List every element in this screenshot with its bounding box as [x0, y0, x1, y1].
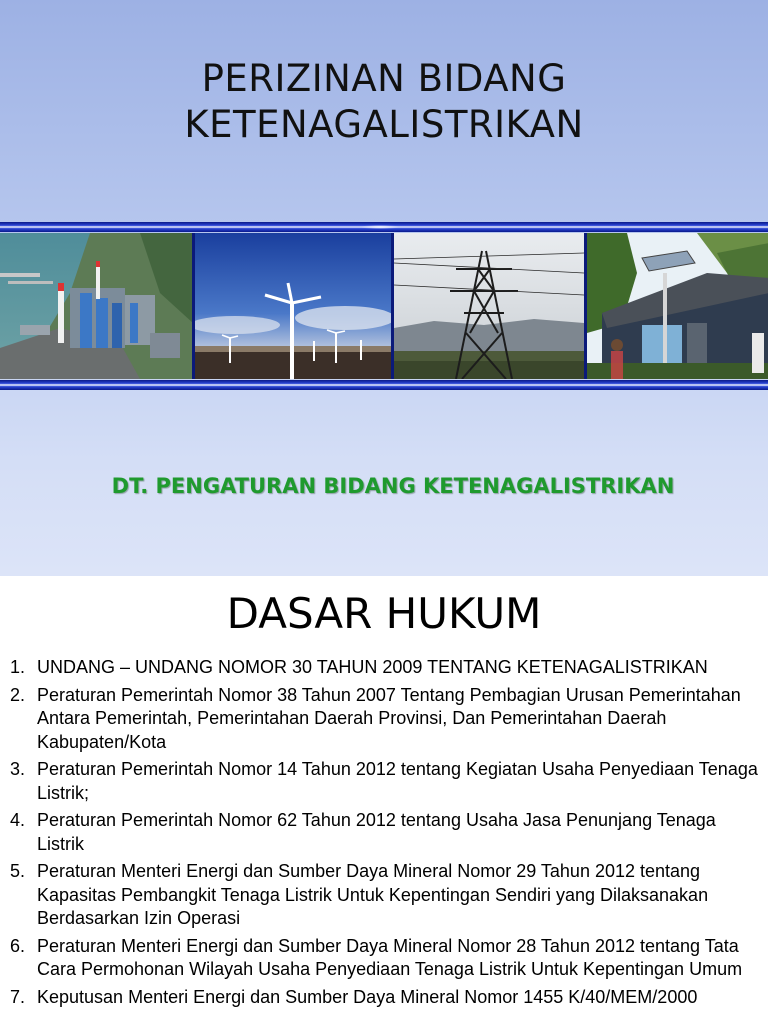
- list-item: [10, 758, 762, 805]
- list-item-text: Keputusan Menteri Energi dan Sumber Daya Mineral Nomor 1455 K/40/MEM/2000: [37, 986, 698, 1007]
- legal-basis-heading: DASAR HUKUM: [226, 589, 542, 638]
- list-item-number: 2.: [10, 684, 26, 705]
- wind-turbine-photo: [195, 233, 391, 379]
- solar-streetlight-photo: [587, 233, 768, 379]
- list-item-text: Peraturan Menteri Energi dan Sumber Daya Mineral Nomor 28 Tahun 2012 tentang Tata Cara Permohonan Wilayah Usaha Penyediaan Tenaga Listrik Untuk Kepentingan Umum: [37, 935, 743, 979]
- slide-subtitle: DT. PENGATURAN BIDANG KETENAGALISTRIKAN: [111, 474, 675, 498]
- list-item-text: Peraturan Menteri Energi dan Sumber Daya Mineral Nomor 29 Tahun 2012 tentang Kapasitas Pembangkit Tenaga Listrik Untuk Kepentingan Sendiri yang Dilaksanakan Berdasarkan Izin Operasi: [37, 861, 709, 928]
- list-item-number: 6.: [10, 935, 26, 956]
- list-item: [10, 809, 762, 856]
- list-item-text: Peraturan Pemerintah Nomor 38 Tahun 2007 Tentang Pembagian Urusan Pemerintahan Antara Pemerintah, Pemerintahan Daerah Provinsi, Dan Pemerintahan Daerah Kabupaten/Kota: [37, 684, 741, 752]
- legal-basis-slide: [0, 576, 768, 1024]
- power-plant-photo: [0, 233, 192, 379]
- list-item-number: 1.: [10, 657, 26, 677]
- slide-title-line-2: KETENAGALISTRIKAN: [184, 103, 584, 146]
- list-item-number: 5.: [10, 861, 26, 881]
- photo-strip: [0, 233, 768, 379]
- list-item: [10, 860, 762, 931]
- slide-title: [0, 56, 768, 148]
- transmission-tower-photo: [394, 233, 583, 379]
- list-item: [10, 986, 762, 1010]
- list-item-text: Peraturan Pemerintah Nomor 14 Tahun 2012 tentang Kegiatan Usaha Penyediaan Tenaga Listrik;: [37, 759, 758, 803]
- list-item: [10, 935, 762, 982]
- list-item: [10, 656, 762, 680]
- band-glint: [360, 225, 400, 229]
- list-item: [10, 684, 762, 755]
- legal-basis-list: [10, 656, 762, 1013]
- slide-title-line-1: PERIZINAN BIDANG: [201, 57, 567, 100]
- list-item-number: 4.: [10, 810, 26, 830]
- top-blue-band: [0, 222, 768, 232]
- list-item-number: 7.: [10, 986, 26, 1007]
- list-item-text: Peraturan Pemerintah Nomor 62 Tahun 2012 tentang Usaha Jasa Penunjang Tenaga Listrik: [37, 810, 716, 854]
- bottom-blue-band: [0, 380, 768, 390]
- list-item-text: UNDANG – UNDANG NOMOR 30 TAHUN 2009 TENTANG KETENAGALISTRIKAN: [37, 657, 708, 677]
- list-item-number: 3.: [10, 759, 26, 779]
